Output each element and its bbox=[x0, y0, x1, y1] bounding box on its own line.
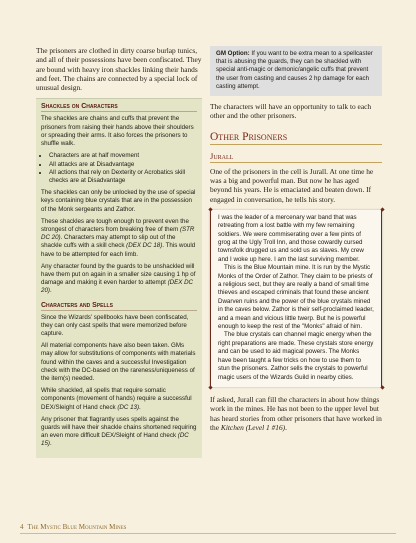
text-run: These shackles are tough enough to prevent even the strongest of characters from breaking free of them bbox=[41, 217, 189, 233]
text-run: . bbox=[49, 287, 52, 295]
text-run: . bbox=[139, 403, 141, 411]
footer-divider bbox=[20, 533, 396, 534]
text-run: . This would have to be attempted for each limb. bbox=[41, 242, 196, 258]
dc-reference: (DEX DC 18) bbox=[126, 242, 163, 250]
jurall-heading: Jurall bbox=[210, 151, 382, 163]
text-run: . bbox=[285, 422, 287, 432]
shackles-paragraph-1: The shackles are chains and cuffs that prevent the prisoners from raising their hands above their shoulders or spreading their arms. It also forces the prisoners to shuffle walk. bbox=[41, 115, 194, 148]
shackles-effects-list bbox=[41, 152, 197, 185]
page-footer bbox=[20, 523, 126, 531]
text-run: Any character found by the guards to be unshackled will have them put on again in a smaller size causing 1 hp of damage and making it even harder to attempt bbox=[41, 262, 196, 287]
story-paragraph-1: I was the leader of a mercenary war band that was retreating from a lost battle with my few remaining soldiers. We were commiserating over a few pints of grog at the Ugly Troll Inn, and those cowardly cursed townsfolk drugged us and sold us as slaves. My crew and I woke up here. I am the last surviving member. bbox=[218, 213, 364, 263]
closing-paragraph bbox=[210, 395, 382, 432]
jurall-intro: One of the prisoners in the cell is Jurall. At one time he was a big and powerful man. But now he has aged beyond his years. He is emaciated and beaten down. If engaged in conversation, he tells his story. bbox=[210, 166, 374, 204]
text-run: . Characters may attempt to slip out of the shackle cuffs with a skill check bbox=[41, 234, 176, 250]
spells-paragraph-2: All material components have also been taken. GMs may allow for substitutions of components with materials found within the caves and a successful Investigation check with the DC-based on the rareness/uniqueness of the item(s) needed. bbox=[41, 342, 196, 382]
dc-reference: (DC 15) bbox=[41, 432, 189, 448]
dc-reference: (DEX DC 20) bbox=[41, 279, 194, 295]
book-title: The Mystic Blue Mountain Mines bbox=[27, 523, 127, 531]
story-paragraph-3: The blue crystals can channel magic energy when the right preparations are made. These crystals store energy and can be used to aid magical powers. The Monks have been taught a few tricks on how to use them to stun the prisoners. Zathor sells the crystals to powerful magic users of the Wizards Guild in nearby cities. bbox=[218, 331, 374, 381]
corner-ornament-icon bbox=[208, 385, 212, 389]
right-column bbox=[210, 46, 382, 432]
list-item: • All actions that rely on Dexterity or Acrobatics skill checks are at Disadvantage bbox=[49, 169, 197, 185]
spells-paragraph-3 bbox=[41, 387, 197, 412]
list-item: • All attacks are at Disadvantage bbox=[49, 161, 197, 169]
text-run: While shackled, all spells that require somatic components (movement of hands) require a successful DEX/Sleight of Hand check bbox=[41, 387, 192, 411]
talk-paragraph: The characters will have an opportunity to talk to each other and the other prisoners. bbox=[210, 102, 372, 121]
shackles-paragraph-4 bbox=[41, 263, 197, 296]
text-run: . bbox=[49, 440, 52, 448]
text-run: Any prisoner that flagrantly uses spells against the guards will have their shackle chains shortened requiring an even more difficult DEX/Sleight of Hand check bbox=[41, 415, 197, 440]
intro-paragraph: The prisoners are clothed in dirty coarse burlap tunics, and all of their possessions have been confiscated. They are bound with heavy iron shackles linking their hands and feet. The chains are connected by a special lock of unusual design. bbox=[36, 46, 202, 93]
text-run: If asked, Jurall can fill the characters in about how things work in the mines. He has not been to the upper level but has heard stories from other prisoners that have worked in the bbox=[210, 394, 382, 432]
other-prisoners-heading: Other Prisoners bbox=[210, 131, 382, 145]
shackles-heading: Shackles on Characters bbox=[41, 103, 197, 112]
dc-reference: (STR DC 20) bbox=[41, 225, 195, 242]
shackles-paragraph-2: The shackles can only be unlocked by the use of special keys containing blue crystals that are in the possession of the Monk sergeants and Zathor. bbox=[41, 189, 196, 213]
location-reference: Kitchen (Level 1 #16) bbox=[220, 422, 286, 432]
rules-sidebar bbox=[36, 98, 202, 457]
left-column bbox=[36, 46, 202, 458]
read-aloud-box bbox=[210, 210, 382, 387]
story-paragraph-2: This is the Blue Mountain mine. It is run by the Mystic Monks of the Order of Zathor. They claim to be priests of a religious sect, but they are really a band of small time thieves and escaped criminals that found these ancient Dwarven ruins and the power of the blue crystals mined in the caves below. Zathor is their self-proclaimed leader, and a mean and vicious little twerp. But he is powerful enough to keep the rest of the "Monks" afraid of him. bbox=[218, 264, 374, 331]
spells-paragraph-4 bbox=[41, 416, 197, 449]
corner-ornament-icon bbox=[380, 385, 384, 389]
corner-ornament-icon bbox=[208, 207, 212, 211]
gm-option-note bbox=[210, 46, 382, 96]
spells-paragraph-1: Since the Wizards' spellbooks have been confiscated, they can only cast spells that were memorized before capture. bbox=[41, 313, 189, 337]
dc-reference: (DC 13) bbox=[117, 403, 140, 411]
gm-option-text: If you want to be extra mean to a spellcaster that is abusing the guards, they can be shackled with special anti-magic or demonic/angelic cuffs that prevent the user from casting and causes 2 hp damage for each casting attempt. bbox=[216, 50, 373, 90]
gm-option-label: GM Option: bbox=[216, 50, 250, 57]
page-number: 4 bbox=[20, 523, 24, 531]
shackles-paragraph-3 bbox=[41, 218, 197, 259]
spells-heading: Characters and Spells bbox=[41, 302, 197, 311]
list-item: • Characters are at half movement bbox=[49, 152, 197, 160]
corner-ornament-icon bbox=[380, 207, 384, 211]
